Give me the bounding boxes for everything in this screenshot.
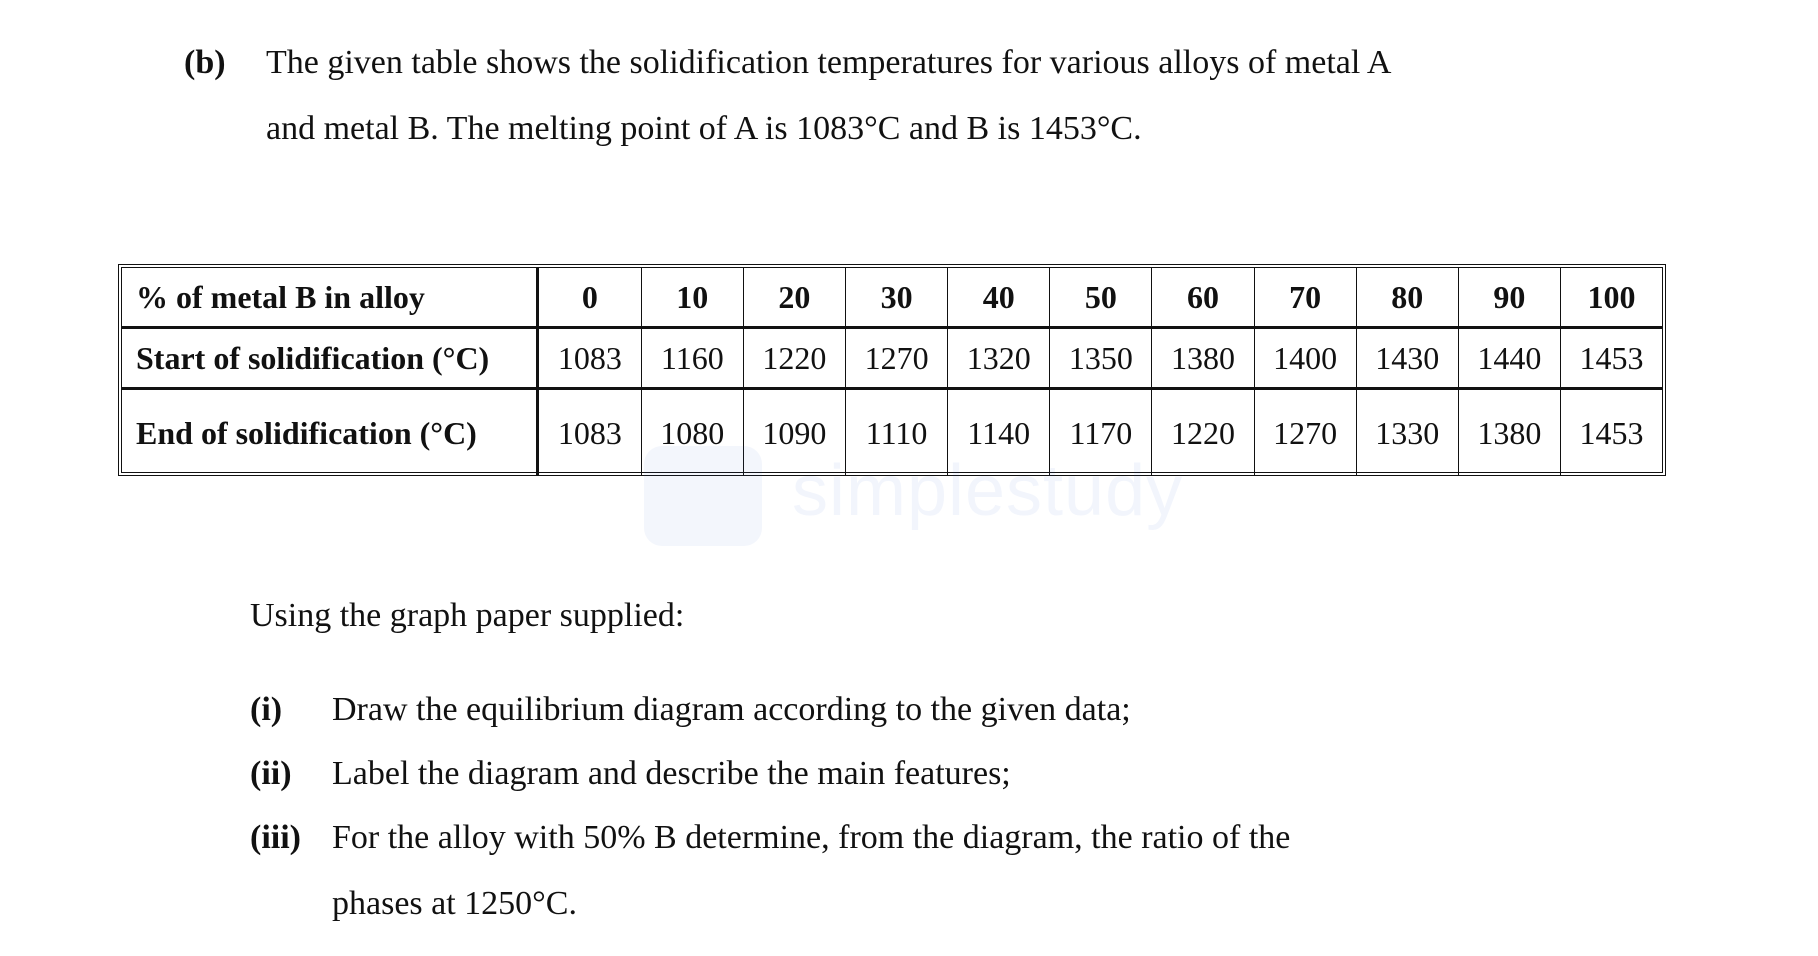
sub-question-i xyxy=(250,690,1550,730)
end-cell: 1453 xyxy=(1560,389,1662,477)
end-cell: 1380 xyxy=(1458,389,1560,477)
start-label-cell: Start of solidification (°C) xyxy=(122,328,538,389)
start-cell: 1430 xyxy=(1356,328,1458,389)
sub-question-line-2: phases at 1250°C. xyxy=(332,885,577,922)
header-cell: 10 xyxy=(641,268,743,328)
header-cell: 60 xyxy=(1152,268,1254,328)
start-cell: 1380 xyxy=(1152,328,1254,389)
header-cell: 80 xyxy=(1356,268,1458,328)
sub-question-line-1: For the alloy with 50% B determine, from the diagram, the ratio of the xyxy=(332,819,1291,856)
start-cell: 1083 xyxy=(538,328,642,389)
sub-question-number: (iii) xyxy=(250,819,301,856)
intro-text xyxy=(266,30,1584,162)
header-cell: 90 xyxy=(1458,268,1560,328)
end-cell: 1270 xyxy=(1254,389,1356,477)
header-cell: 50 xyxy=(1050,268,1152,328)
start-cell: 1440 xyxy=(1458,328,1560,389)
header-label-cell: % of metal B in alloy xyxy=(122,268,538,328)
end-cell: 1110 xyxy=(846,389,948,477)
sub-question-text: Label the diagram and describe the main features; xyxy=(332,755,1011,792)
sub-question-iii xyxy=(250,818,1550,937)
watermark-text: simplestudy xyxy=(792,451,1184,531)
header-cell: 40 xyxy=(948,268,1050,328)
end-cell: 1080 xyxy=(641,389,743,477)
header-cell: 20 xyxy=(743,268,845,328)
header-cell: 30 xyxy=(846,268,948,328)
sub-question-text: Draw the equilibrium diagram according to the given data; xyxy=(332,691,1131,728)
end-cell: 1170 xyxy=(1050,389,1152,477)
start-cell: 1350 xyxy=(1050,328,1152,389)
start-cell: 1160 xyxy=(641,328,743,389)
sub-question-ii xyxy=(250,754,1550,794)
end-cell: 1220 xyxy=(1152,389,1254,477)
end-cell: 1090 xyxy=(743,389,845,477)
header-cell: 0 xyxy=(538,268,642,328)
start-cell: 1220 xyxy=(743,328,845,389)
start-cell: 1400 xyxy=(1254,328,1356,389)
end-cell: 1083 xyxy=(538,389,642,477)
end-cell: 1330 xyxy=(1356,389,1458,477)
intro-line-1: The given table shows the solidification temperatures for various alloys of metal A xyxy=(266,44,1392,81)
start-cell: 1320 xyxy=(948,328,1050,389)
sub-question-number: (ii) xyxy=(250,755,292,792)
sub-question-number: (i) xyxy=(250,691,283,728)
table-row-header xyxy=(122,268,1662,328)
end-cell: 1140 xyxy=(948,389,1050,477)
header-cell: 100 xyxy=(1560,268,1662,328)
question-intro xyxy=(184,30,1584,162)
start-cell: 1270 xyxy=(846,328,948,389)
table-row-start xyxy=(122,328,1662,389)
sub-question-text xyxy=(332,805,1550,937)
intro-line-2: and metal B. The melting point of A is 1083°C and B is 1453°C. xyxy=(266,110,1142,147)
data-table xyxy=(122,268,1662,476)
table-row-end xyxy=(122,389,1662,477)
instructions-lead: Using the graph paper supplied: xyxy=(250,597,685,634)
solidification-table xyxy=(118,264,1666,476)
part-label: (b) xyxy=(184,44,226,81)
end-label-cell: End of solidification (°C) xyxy=(122,389,538,477)
start-cell: 1453 xyxy=(1560,328,1662,389)
header-cell: 70 xyxy=(1254,268,1356,328)
